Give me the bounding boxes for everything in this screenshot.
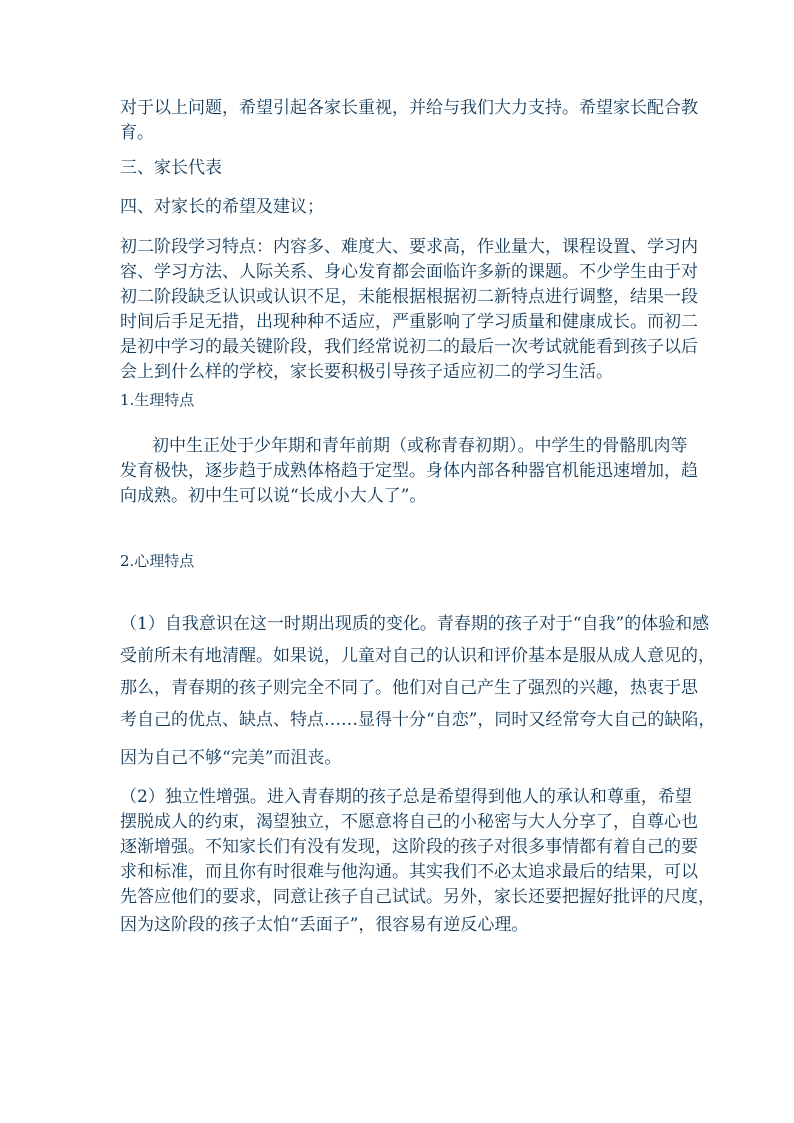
paragraph-line: 向成熟。初中生可以说“长成小大人了”。: [120, 486, 427, 506]
paragraph-line: 考自己的优点、缺点、特点……显得十分“自恋”，同时又经常夸大自己的缺陷，: [120, 710, 716, 730]
physiological-paragraph: [120, 434, 698, 509]
physiological-heading: 1.生理特点: [120, 391, 195, 409]
paragraph-line: 发育极快，逐步趋于成熟体格趋于定型。身体内部各种器官机能迅速增加，趋: [120, 461, 698, 481]
paragraph-line: 容、学习方法、人际关系、身心发育都会面临许多新的课题。不少学生由于对: [120, 262, 698, 282]
paragraph-line: 初中生正处于少年期和青年前期（或称青春初期）。中学生的骨骼肌肉等: [152, 436, 688, 456]
intro-line: 育。: [120, 123, 154, 143]
intro-paragraph: [120, 96, 698, 146]
paragraph-line: 逐渐增强。不知家长们有没有发现，这阶段的孩子对很多事情都有着自己的要: [120, 837, 698, 857]
grade2-paragraph: [120, 235, 698, 385]
psych-point-1: [120, 608, 715, 774]
psychological-heading: 2.心理特点: [120, 552, 195, 570]
paragraph-line: 时间后手足无措，出现种种不适应，严重影响了学习质量和健康成长。而初二: [120, 312, 698, 332]
psych-point-2: [120, 785, 715, 938]
paragraph-line: 是初中学习的最关键阶段，我们经常说初二的最后一次考试就能看到孩子以后: [120, 337, 698, 357]
paragraph-line: 受前所未有地清醒。如果说，儿童对自己的认识和评价基本是服从成人意见的，: [120, 646, 715, 666]
section-heading-hopes-suggestions: 四、对家长的希望及建议；: [120, 197, 324, 217]
paragraph-line: 因为自己不够“完美”而沮丧。: [120, 748, 342, 768]
paragraph-line: 求和标准，而且你有时很难与他沟通。其实我们不必太追求最后的结果，可以: [120, 862, 698, 882]
paragraph-line: 因为这阶段的孩子太怕“丢面子”，很容易有逆反心理。: [120, 915, 529, 935]
intro-line: 对于以上问题，希望引起各家长重视，并给与我们大力支持。希望家长配合教: [120, 98, 698, 118]
section-heading-parent-representative: 三、家长代表: [120, 158, 222, 178]
paragraph-line: （1）自我意识在这一时期出现质的变化。青春期的孩子对于“自我”的体验和感: [120, 614, 710, 634]
paragraph-line: （2）独立性增强。进入青春期的孩子总是希望得到他人的承认和尊重，希望: [120, 787, 692, 807]
paragraph-line: 会上到什么样的学校，家长要积极引导孩子适应初二的学习生活。: [120, 362, 613, 382]
paragraph-line: 摆脱成人的约束，渴望独立，不愿意将自己的小秘密与大人分享了，自尊心也: [120, 812, 698, 832]
paragraph-line: 先答应他们的要求，同意让孩子自己试试。另外，家长还要把握好批评的尺度，: [120, 887, 715, 907]
paragraph-line: 初二阶段学习特点：内容多、难度大、要求高，作业量大，课程设置、学习内: [120, 237, 698, 257]
paragraph-line: 初二阶段缺乏认识或认识不足，未能根据根据初二新特点进行调整，结果一段: [120, 287, 698, 307]
paragraph-line: 那么，青春期的孩子则完全不同了。他们对自己产生了强烈的兴趣，热衷于思: [120, 678, 698, 698]
